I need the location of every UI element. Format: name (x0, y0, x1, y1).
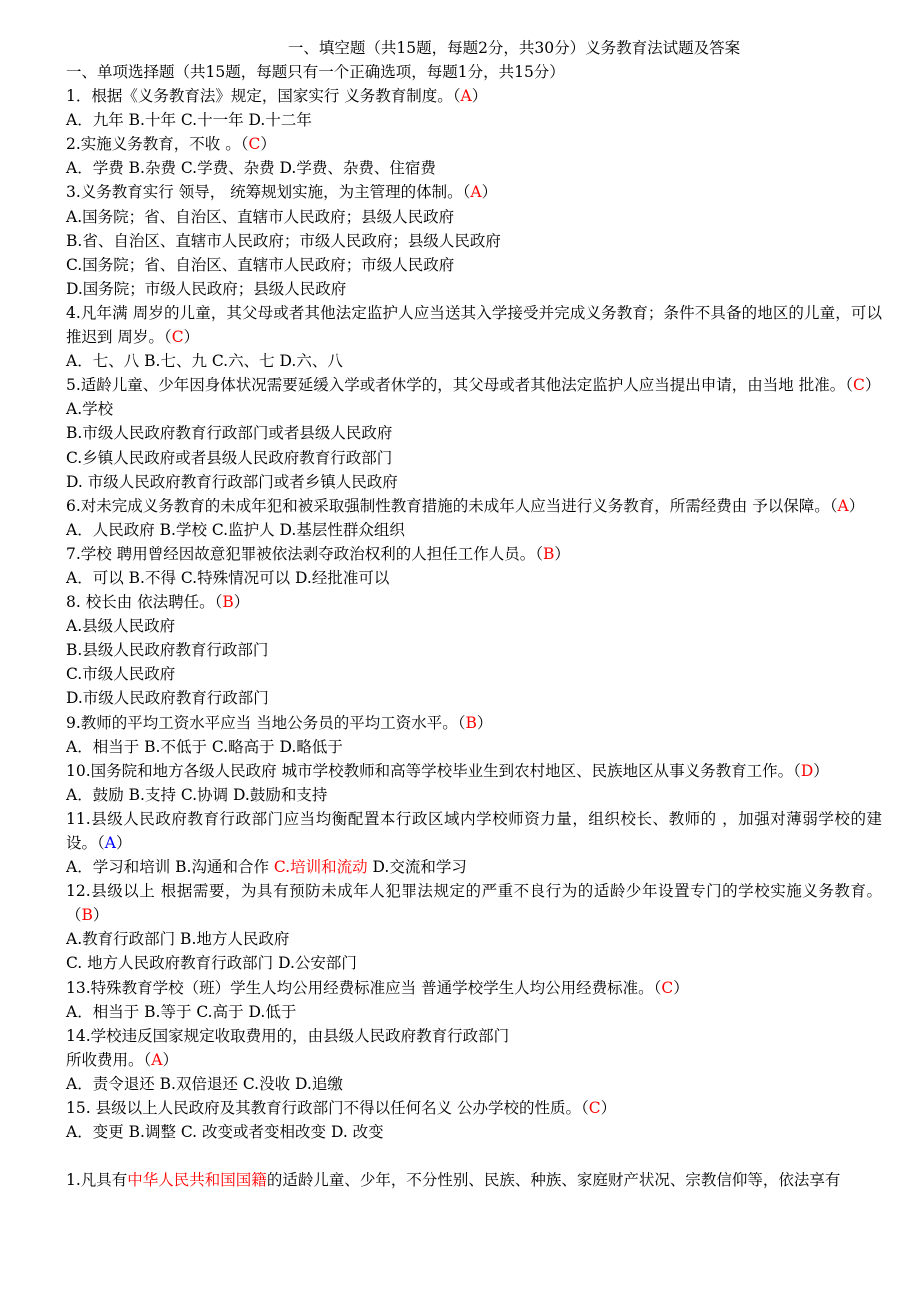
option-a: A.县级人民政府 (66, 617, 176, 636)
answer: A (470, 183, 482, 202)
answer: C (248, 135, 261, 154)
answer: B (81, 906, 93, 925)
question-10 (66, 759, 882, 783)
question-14-options: A．责令退还 B.双倍退还 C.没收 D.追缴 (66, 1074, 343, 1093)
answer: D (800, 761, 814, 780)
paren: ） (481, 183, 498, 202)
answer: C (852, 376, 865, 395)
question-7 (66, 542, 882, 566)
answer: A (460, 87, 472, 106)
question-stem: 15. 县级以上人民政府及其教育行政部门不得以任何名义 公办学校的性质。（ (66, 1099, 589, 1118)
question-stem: 4.凡年满 周岁的儿童，其父母或者其他法定监护人应当送其入学接受并完成义务教育；条件不具备的地区的儿童，可以推迟到 周岁。（ (66, 303, 882, 347)
document-title: 一、填空题（共15题，每题2分，共30分）义务教育法试题及答案 (287, 39, 741, 57)
question-14-cont (66, 1048, 882, 1072)
question-3 (66, 180, 882, 204)
question-stem: 7.学校 聘用曾经因故意犯罪被依法剥夺政治权利的人担任工作人员。（ (66, 544, 543, 563)
question-6 (66, 494, 882, 518)
answer: B (465, 713, 477, 732)
paren: ） (864, 376, 881, 395)
question-7-options: A．可以 B.不得 C.特殊情况可以 D.经批准可以 (66, 568, 390, 587)
option-c: C.乡镇人民政府或者县级人民政府教育行政部门 (66, 448, 393, 467)
answer: C (588, 1099, 601, 1118)
option-ab: A.教育行政部门 B.地方人民政府 (66, 930, 290, 949)
spacer (66, 1144, 882, 1168)
option-d: D.国务院；市级人民政府；县级人民政府 (66, 279, 347, 298)
question-stem: 1.凡具有 (66, 1171, 128, 1190)
paren: ） (162, 1050, 178, 1069)
question-stem: 10.国务院和地方各级人民政府 城市学校教师和高等学校毕业生到农村地区、民族地区从事义务教育工作。（ (66, 761, 801, 780)
question-5 (66, 373, 882, 397)
answer: A (837, 496, 849, 515)
paren: ） (92, 906, 109, 925)
question-stem: 的适龄儿童、少年，不分性别、民族、种族、家庭财产状况、宗教信仰等，依法享有 (266, 1171, 841, 1190)
question-9 (66, 711, 882, 735)
question-stem: 8. 校长由 依法聘任。（ (66, 593, 223, 612)
question-2 (66, 132, 882, 156)
question-4 (66, 301, 882, 349)
question-9-options: A．相当于 B.不低于 C.略高于 D.略低于 (66, 737, 343, 756)
question-13 (66, 976, 882, 1000)
paren: ） (848, 496, 865, 515)
option-a: A.学校 (66, 400, 114, 419)
paren: ） (471, 87, 488, 106)
question-11 (66, 807, 882, 855)
question-stem: 2.实施义务教育，不收 。（ (66, 135, 249, 154)
paren: ） (476, 713, 493, 732)
paren: ） (233, 593, 250, 612)
question-10-options: A．鼓励 B.支持 C.协调 D.鼓励和支持 (66, 785, 328, 804)
question-14: 14.学校违反国家规定收取费用的，由县级人民政府教育行政部门 (66, 1026, 510, 1045)
question-stem: 6.对未完成义务教育的未成年犯和被采取强制性教育措施的未成年人应当进行义务教育，所需经费由 予以保障。（ (66, 496, 838, 515)
paren: ） (115, 834, 132, 852)
question-2-options: A．学费 B.杂费 C.学费、杂费 D.学费、杂费、住宿费 (66, 159, 436, 178)
question-11-options (66, 855, 882, 879)
option-d: D. 市级人民政府教育行政部门或者乡镇人民政府 (66, 472, 398, 491)
question-12 (66, 879, 882, 927)
question-stem: 1．根据《义务教育法》规定，国家实行 义务教育制度。（ (66, 87, 461, 106)
question-4-options: A．七、八 B.七、九 C.六、七 D.六、八 (66, 352, 343, 371)
answer: B (222, 593, 234, 612)
section-heading: 一、单项选择题（共15题，每题只有一个正确选项，每题1分，共15分） (66, 63, 565, 81)
paren: ） (183, 328, 200, 347)
paren: ） (813, 761, 829, 780)
highlighted-option: C.培训和流动 (273, 858, 368, 877)
question-15 (66, 1096, 882, 1120)
option-a: A.国务院；省、自治区、直辖市人民政府；县级人民政府 (66, 207, 455, 226)
answer: A (104, 834, 116, 852)
option-cd: C. 地方人民政府教育行政部门 D.公安部门 (66, 954, 357, 973)
paren: ） (260, 135, 276, 154)
question-15-options: A．变更 B.调整 C. 改变或者变相改变 D. 改变 (66, 1123, 384, 1142)
options-text: D.交流和学习 (367, 858, 467, 877)
option-d: D.市级人民政府教育行政部门 (66, 689, 269, 708)
question-1 (66, 84, 882, 108)
options-text: A．学习和培训 B.沟通和合作 (66, 858, 274, 877)
paren: ） (554, 544, 570, 563)
question-stem: 5.适龄儿童、少年因身体状况需要延缓入学或者休学的，其父母或者其他法定监护人应当提出申请，由当地 批准。（ (66, 376, 853, 395)
answer: C (171, 328, 184, 347)
answer: A (151, 1050, 163, 1069)
option-c: C.市级人民政府 (66, 665, 176, 684)
question-stem: 所收费用。（ (66, 1050, 152, 1069)
question-stem: 13.特殊教育学校（班）学生人均公用经费标准应当 普通学校学生人均公用经费标准。（ (66, 978, 662, 997)
answer: C (661, 978, 674, 997)
question-6-options: A．人民政府 B.学校 C.监护人 D.基层性群众组织 (66, 520, 405, 539)
question-13-options: A．相当于 B.等于 C.高于 D.低于 (66, 1002, 297, 1021)
option-c: C.国务院；省、自治区、直辖市人民政府；市级人民政府 (66, 255, 455, 274)
fill-question-1 (66, 1168, 882, 1192)
paren: ） (673, 978, 689, 997)
question-stem: 12.县级以上 根据需要，为具有预防未成年人犯罪法规定的严重不良行为的适龄少年设置专门的学校实施义务教育。（ (66, 882, 882, 925)
answer: 中华人民共和国国籍 (127, 1171, 267, 1190)
document-page (66, 36, 882, 1192)
question-stem: 11.县级人民政府教育行政部门应当均衡配置本行政区域内学校师资力量，组织校长、教师的 ，加强对薄弱学校的建设。（ (66, 809, 882, 852)
answer: B (542, 544, 555, 563)
question-8 (66, 590, 882, 614)
option-b: B.县级人民政府教育行政部门 (66, 641, 269, 660)
option-b: B.省、自治区、直辖市人民政府；市级人民政府；县级人民政府 (66, 231, 501, 250)
option-b: B.市级人民政府教育行政部门或者县级人民政府 (66, 424, 393, 443)
paren: ） (600, 1099, 617, 1118)
question-stem: 3.义务教育实行 领导， 统筹规划实施，为主管理的体制。（ (66, 183, 471, 202)
question-1-options: A．九年 B.十年 C.十一年 D.十二年 (66, 111, 312, 130)
question-stem: 9.教师的平均工资水平应当 当地公务员的平均工资水平。（ (66, 713, 466, 732)
